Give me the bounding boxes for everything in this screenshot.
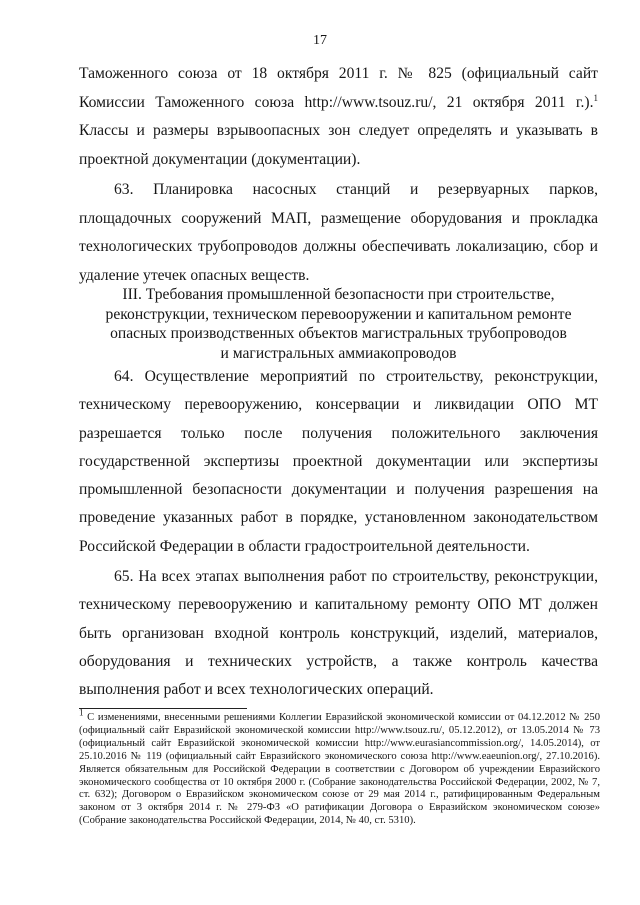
section-heading-line: III. Требования промышленной безопасности при строительстве, — [122, 286, 555, 303]
footnote-divider — [79, 708, 247, 709]
paragraph-65: 65. На всех этапах выполнения работ по строительству, реконструкции, техническому перевооружению и капитальному ремонту ОПО МТ должен быть организован входной контроль конструкций, изделий, материалов, оборудования и технических устройств, а также контроль качества выполнения работ и всех технологических операций. — [79, 568, 598, 699]
paragraph-text: Таможенного союза от 18 октября 2011 г. № 825 (официальный сайт Комиссии Таможенного союза http://www.tsouz.ru/, 21 октября 2011 г.). — [79, 65, 598, 111]
body-text-top — [79, 60, 598, 290]
section-heading-line: реконструкции, техническом перевооружении и капитальном ремонте — [105, 305, 572, 323]
paragraph-63: 63. Планировка насосных станций и резервуарных парков, площадочных сооружений МАП, размещение оборудования и прокладка технологических трубопроводов должны обеспечивать локализацию, сбор и удаление утечек опасных веществ. — [79, 181, 598, 284]
paragraph-64: 64. Осуществление мероприятий по строительству, реконструкции, техническому перевооружению, консервации и ликвидации ОПО МТ разрешается только после получения положительного заключения государственной экспертизы проектной документации или экспертизы промышленной безопасности документации и получения разрешения на проведение указанных работ в порядке, установленном законодательством Российской Федерации в области градостроительной деятельности. — [79, 368, 598, 555]
footnote-marker: 1 — [79, 707, 84, 718]
body-text-bottom — [79, 363, 598, 705]
footnote-reference: 1 — [593, 92, 598, 103]
footnote — [79, 707, 600, 828]
footnote-text: С изменениями, внесенными решениями Коллегии Евразийской экономической комиссии от 04.12.2012 № 250 (официальный сайт Евразийской экономической комиссии http://www.tsouz.ru/, 05.12.2012), от 13.05.2014 № 73 (официальный сайт Евразийской экономической комиссии http://www.eurasiancommission.org/, 14.05.2014), от 25.10.2016 № 119 (официальный сайт Евразийского экономического союза http://www.eaeunion.org/, 27.10.2016). Является обязательным для Российской Федерации в соответствии с Договором об учреждении Евразийского экономического сообщества от 10 октября 2000 г. (Собрание законодательства Российской Федерации, 2002, № 7, ст. 632); Договором о Евразийском экономическом союзе от 29 мая 2014 г., ратифицированным Федеральным законом от 3 октября 2014 г. № 279-ФЗ «О ратификации Договора о Евразийском экономическом союзе» (Собрание законодательства Российской Федерации, 2014, № 40, ст. 5310). — [79, 712, 600, 827]
section-heading — [79, 285, 598, 363]
paragraph-continuation — [79, 60, 598, 174]
section-heading-line: опасных производственных объектов магистральных трубопроводов — [110, 325, 567, 342]
paragraph-text-after-ref: Классы и размеры взрывоопасных зон следует определять и указывать в проектной документации (документации). — [79, 122, 598, 168]
section-heading-line: и магистральных аммиакопроводов — [220, 344, 457, 362]
page-number: 17 — [313, 33, 327, 48]
